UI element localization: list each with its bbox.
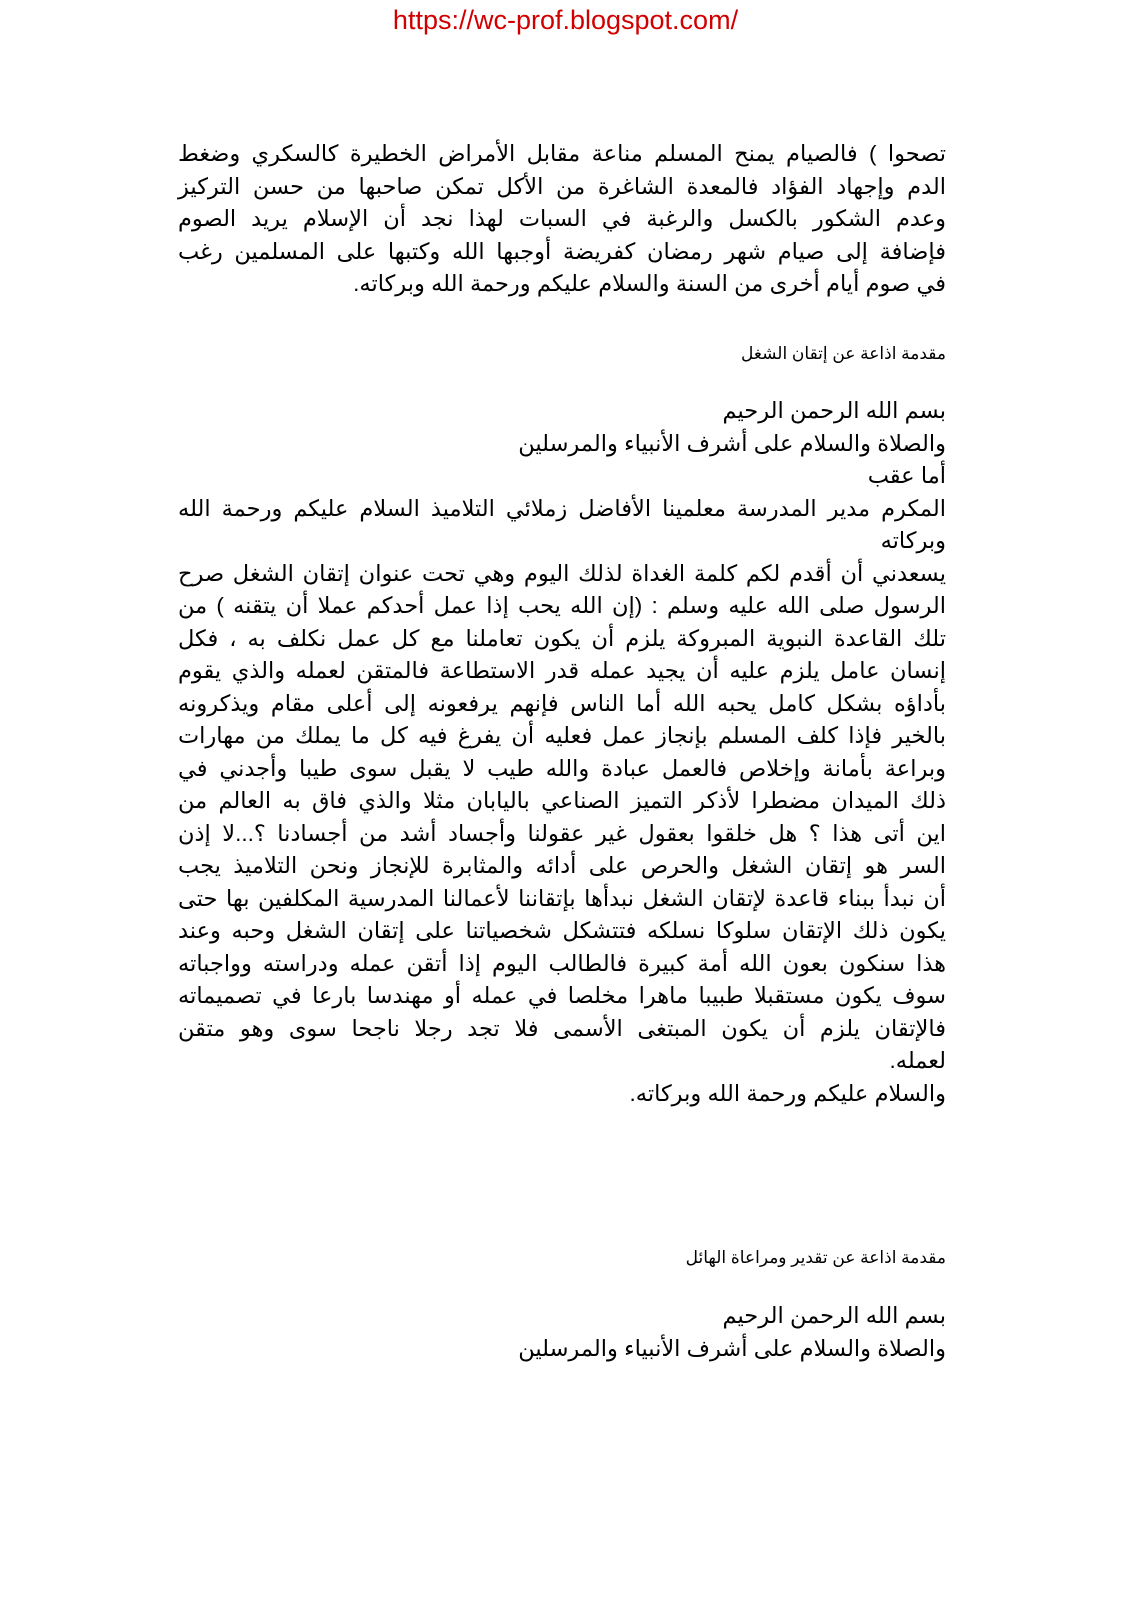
basmala: بسم الله الرحمن الرحيم	[722, 1303, 946, 1328]
salutation: والصلاة والسلام على أشرف الأنبياء والمرسلين	[518, 1335, 946, 1361]
text-line: فإضافة إلى صيام شهر رمضان كفريضة أوجبها الله وكتبها على المسلمين رغب	[178, 238, 946, 264]
salutation: والصلاة والسلام على أشرف الأنبياء والمرسلين	[518, 430, 946, 456]
greeting-line: المكرم مدير المدرسة معلمينا الأفاضل زملائي التلاميذ السلام عليكم ورحمة الله	[178, 495, 946, 521]
text-line: السر هو إتقان الشغل والحرص على أدائه والمثابرة للإنجاز ونحن التلاميذ يجب	[178, 853, 946, 878]
text-line: أما عقب	[867, 463, 946, 488]
closing-line: والسلام عليكم ورحمة الله وبركاته.	[629, 1080, 946, 1106]
text-line: فالإتقان يلزم أن يكون المبتغى الأسمى فلا تجد رجلا ناجحا سوى وهو متقن	[178, 1015, 946, 1041]
greeting-line: وبركاته	[880, 528, 946, 553]
text-line: تلك القاعدة النبوية المبروكة يلزم أن يكون تعاملنا مع كل عمل نكلف به ، فكل	[178, 625, 946, 651]
text-line: إنسان عامل يلزم عليه أن يجيد عمله قدر الاستطاعة فالمتقن لعمله والذي يقوم	[178, 658, 946, 683]
blog-url-link[interactable]: https://wc-prof.blogspot.com/	[392, 5, 739, 35]
text-line: تصحوا ) فالصيام يمنح المسلم مناعة مقابل الأمراض الخطيرة كالسكري وضغط	[178, 141, 946, 166]
text-line: الرسول صلى الله عليه وسلم : (إن الله يحب إذا عمل أحدكم عملا أن يتقنه ) من	[178, 593, 946, 618]
section2-opening	[178, 1300, 946, 1365]
section-title: مقدمة اذاعة عن إتقان الشغل	[741, 344, 946, 363]
text-line: وبراعة بأمانة وإخلاص فالعمل عبادة والله طيب لا يقبل سوى طيبا وأجدني في	[178, 755, 946, 781]
text-line: سوف يكون مستقبلا طبيبا ماهرا مخلصا في عمله أو مهندسا بارعا في تصميماته	[178, 983, 946, 1008]
section-title: مقدمة اذاعة عن تقدير ومراعاة الهائل	[685, 1248, 946, 1267]
basmala: بسم الله الرحمن الرحيم	[722, 398, 946, 423]
text-line: هذا سنكون بعون الله أمة كبيرة فالطالب اليوم إذا أتقن عمله ودراسته وواجباته	[178, 950, 946, 976]
text-line: لعمله.	[889, 1048, 946, 1073]
text-line: بأداؤه بشكل كامل يحبه الله أما الناس فإنهم يرفعونه إلى أعلى مقام ويذكرونه	[178, 690, 946, 716]
intro-paragraph	[178, 138, 946, 301]
text-line: وعدم الشكور بالكسل والرغبة في السبات لهذا نجد أن الإسلام يريد الصوم	[178, 206, 946, 231]
text-line: الدم وإجهاد الفؤاد فالمعدة الشاغرة من الأكل تمكن صاحبها من حسن التركيز	[178, 173, 946, 199]
text-line: بالخير فإذا كلف المسلم بإنجاز عمل فعليه أن يفرغ فيه كل ما يملك من مهارات	[178, 723, 946, 748]
text-line: اين أتى هذا ؟ هل خلقوا بعقول غير عقولنا وأجساد أشد من أجسادنا ؟...لا إذن	[178, 820, 946, 846]
text-line: أن نبدأ ببناء قاعدة لإتقان الشغل نبدأها بإتقاننا لأعمالنا المدرسية المكلفين بها حتى	[178, 885, 946, 911]
text-line: ذلك الميدان مضطرا لأذكر التميز الصناعي باليابان مثلا والذي فاق به العالم من	[178, 788, 946, 813]
section1-opening	[178, 395, 946, 1110]
text-line: في صوم أيام أخرى من السنة والسلام عليكم ورحمة الله وبركاته.	[353, 271, 946, 296]
text-line: يكون ذلك الإتقان سلوكا نسلكه فتتشكل شخصياتنا على إتقان الشغل وحبه وعند	[178, 918, 946, 943]
text-line: يسعدني أن أقدم لكم كلمة الغداة لذلك اليوم وهي تحت عنوان إتقان الشغل صرح	[178, 560, 946, 586]
